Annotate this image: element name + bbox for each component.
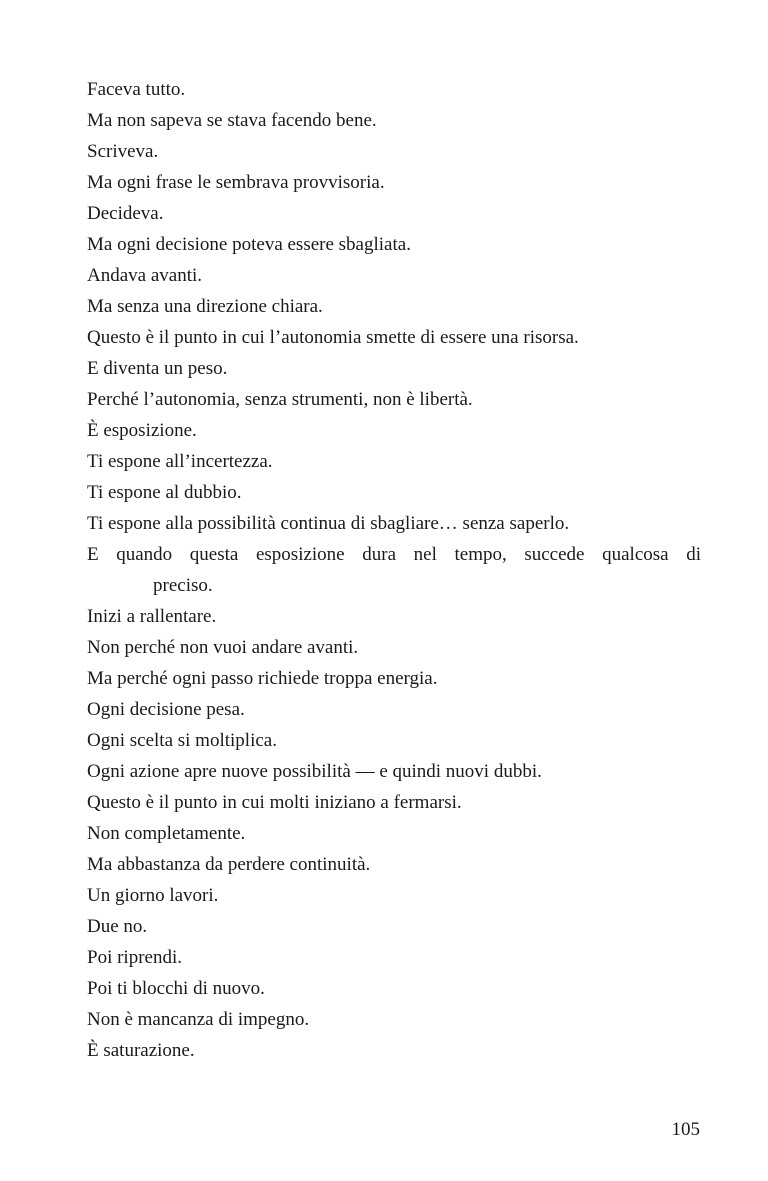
text-line: Due no. bbox=[87, 916, 148, 937]
text-line: Un giorno lavori. bbox=[87, 885, 219, 906]
text-line: Non perché non vuoi andare avanti. bbox=[87, 637, 359, 658]
text-line: Non è mancanza di impegno. bbox=[87, 1009, 310, 1030]
page-number: 105 bbox=[671, 1119, 700, 1140]
text-line: Ma non sapeva se stava facendo bene. bbox=[87, 110, 377, 131]
text-line: Ogni azione apre nuove possibilità — e quindi nuovi dubbi. bbox=[87, 761, 542, 782]
body-text bbox=[87, 74, 701, 1066]
text-line: Ma ogni frase le sembrava provvisoria. bbox=[87, 172, 385, 193]
text-line: Inizi a rallentare. bbox=[87, 606, 217, 627]
text-line-continuation: preciso. bbox=[153, 575, 213, 596]
text-line: Ma senza una direzione chiara. bbox=[87, 296, 323, 317]
text-line: È esposizione. bbox=[87, 420, 197, 441]
text-line: Scriveva. bbox=[87, 141, 159, 162]
text-line: Perché l’autonomia, senza strumenti, non è libertà. bbox=[87, 389, 473, 410]
text-line: Ma ogni decisione poteva essere sbagliata. bbox=[87, 234, 411, 255]
text-line: È saturazione. bbox=[87, 1040, 195, 1061]
text-line: Non completamente. bbox=[87, 823, 246, 844]
text-line: E diventa un peso. bbox=[87, 358, 228, 379]
text-line: Ogni scelta si moltiplica. bbox=[87, 730, 277, 751]
text-line: Ma perché ogni passo richiede troppa energia. bbox=[87, 668, 438, 689]
text-line: Ti espone al dubbio. bbox=[87, 482, 242, 503]
text-line: Poi ti blocchi di nuovo. bbox=[87, 978, 265, 999]
text-line-justified: E quando questa esposizione dura nel tempo, succede qualcosa di bbox=[87, 544, 701, 565]
text-line: Ti espone all’incertezza. bbox=[87, 451, 273, 472]
text-line: Decideva. bbox=[87, 203, 164, 224]
text-line: Poi riprendi. bbox=[87, 947, 182, 968]
text-line: Andava avanti. bbox=[87, 265, 203, 286]
text-line: Ogni decisione pesa. bbox=[87, 699, 245, 720]
text-line: Ma abbastanza da perdere continuità. bbox=[87, 854, 371, 875]
text-line: Ti espone alla possibilità continua di sbagliare… senza saperlo. bbox=[87, 513, 570, 534]
text-line: Faceva tutto. bbox=[87, 79, 186, 100]
text-line: Questo è il punto in cui molti iniziano a fermarsi. bbox=[87, 792, 462, 813]
text-line: Questo è il punto in cui l’autonomia smette di essere una risorsa. bbox=[87, 327, 579, 348]
